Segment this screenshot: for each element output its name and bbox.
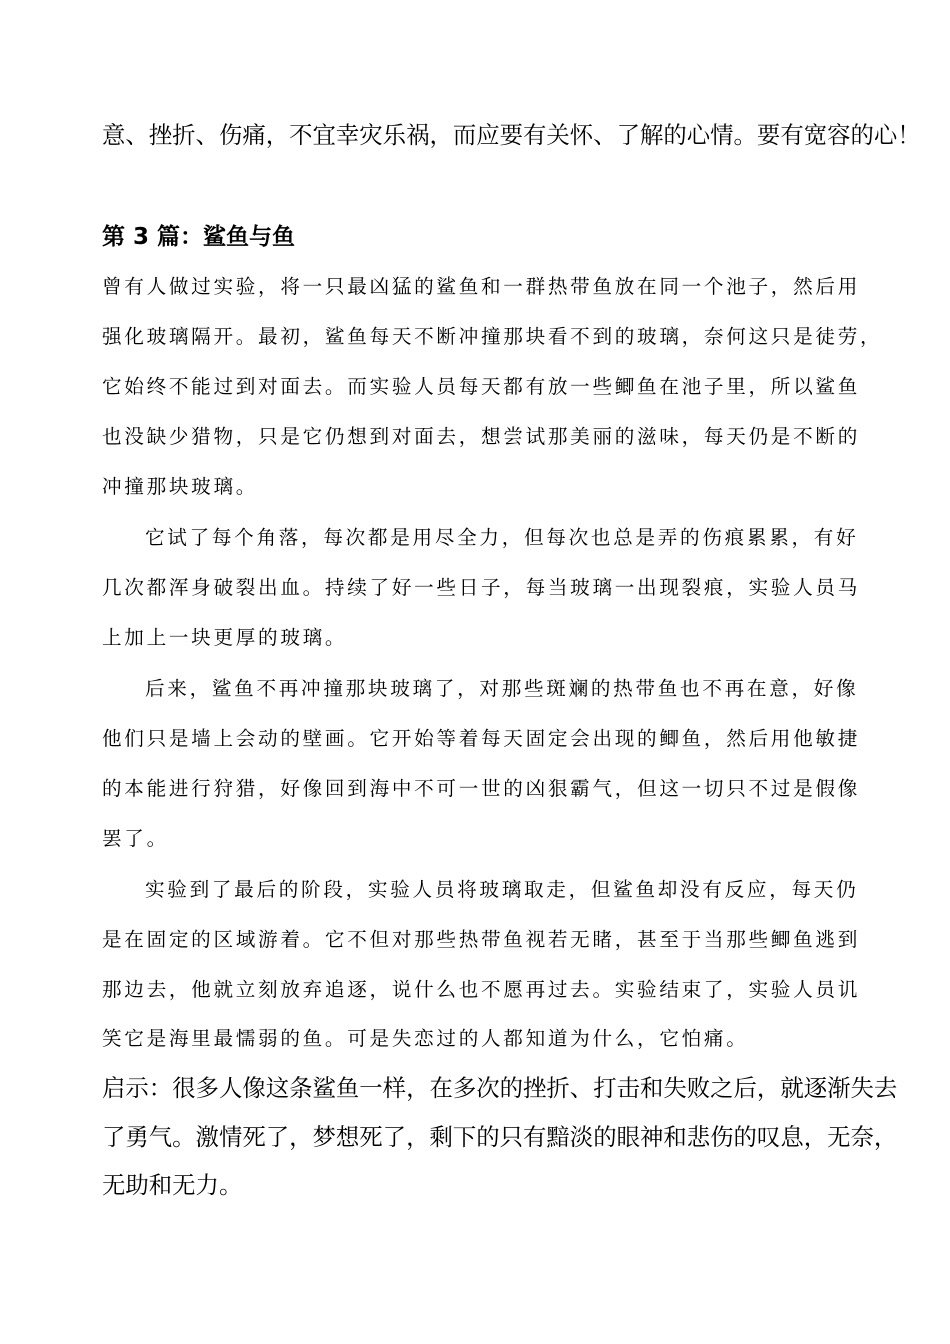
- paragraph-1-line-3: 它始终不能过到对面去。而实验人员每天都有放一些鲫鱼在池子里，所以鲨鱼: [102, 375, 860, 398]
- paragraph-2-line-1: 它试了每个角落，每次都是用尽全力，但每次也总是弄的伤痕累累，有好: [145, 526, 859, 549]
- paragraph-2-line-2: 几次都浑身破裂出血。持续了好一些日子，每当玻璃一出现裂痕，实验人员马: [102, 576, 860, 599]
- section-heading: 第 3 篇：鲨鱼与鱼: [102, 224, 296, 250]
- takeaway-line-2: 了勇气。激情死了，梦想死了，剩下的只有黯淡的眼神和悲伤的叹息，无奈，: [102, 1123, 898, 1151]
- paragraph-4-line-2: 是在固定的区域游着。它不但对那些热带鱼视若无睹，甚至于当那些鲫鱼逃到: [102, 928, 860, 951]
- paragraph-1-line-4: 也没缺少猎物，只是它仍想到对面去，想尝试那美丽的滋味，每天仍是不断的: [102, 425, 860, 448]
- paragraph-1-line-2: 强化玻璃隔开。最初，鲨鱼每天不断冲撞那块看不到的玻璃，奈何这只是徒劳，: [102, 325, 883, 348]
- takeaway-line-1: 启示：很多人像这条鲨鱼一样，在多次的挫折、打击和失败之后，就逐渐失去: [102, 1074, 898, 1102]
- paragraph-3-line-1: 后来，鲨鱼不再冲撞那块玻璃了，对那些斑斓的热带鱼也不再在意，好像: [145, 677, 859, 700]
- paragraph-1-line-1: 曾有人做过实验，将一只最凶猛的鲨鱼和一群热带鱼放在同一个池子，然后用: [102, 275, 860, 298]
- paragraph-1-line-5: 冲撞那块玻璃。: [102, 475, 259, 498]
- previous-section-closing-line: 意、挫折、伤痛，不宜幸灾乐祸，而应要有关怀、了解的心情。要有宽容的心！: [102, 121, 921, 149]
- paragraph-3-line-2: 他们只是墙上会动的壁画。它开始等着每天固定会出现的鲫鱼，然后用他敏捷: [102, 727, 860, 750]
- paragraph-4-line-3: 那边去，他就立刻放弃追逐，说什么也不愿再过去。实验结束了，实验人员讥: [102, 978, 860, 1001]
- paragraph-4-line-1: 实验到了最后的阶段，实验人员将玻璃取走，但鲨鱼却没有反应，每天仍: [145, 878, 859, 901]
- paragraph-3-line-4: 罢了。: [102, 827, 169, 850]
- takeaway-line-3: 无助和无力。: [102, 1171, 243, 1199]
- paragraph-3-line-3: 的本能进行狩猎，好像回到海中不可一世的凶狠霸气，但这一切只不过是假像: [102, 777, 860, 800]
- paragraph-2-line-3: 上加上一块更厚的玻璃。: [102, 626, 348, 649]
- paragraph-4-line-4: 笑它是海里最懦弱的鱼。可是失恋过的人都知道为什么，它怕痛。: [102, 1027, 749, 1050]
